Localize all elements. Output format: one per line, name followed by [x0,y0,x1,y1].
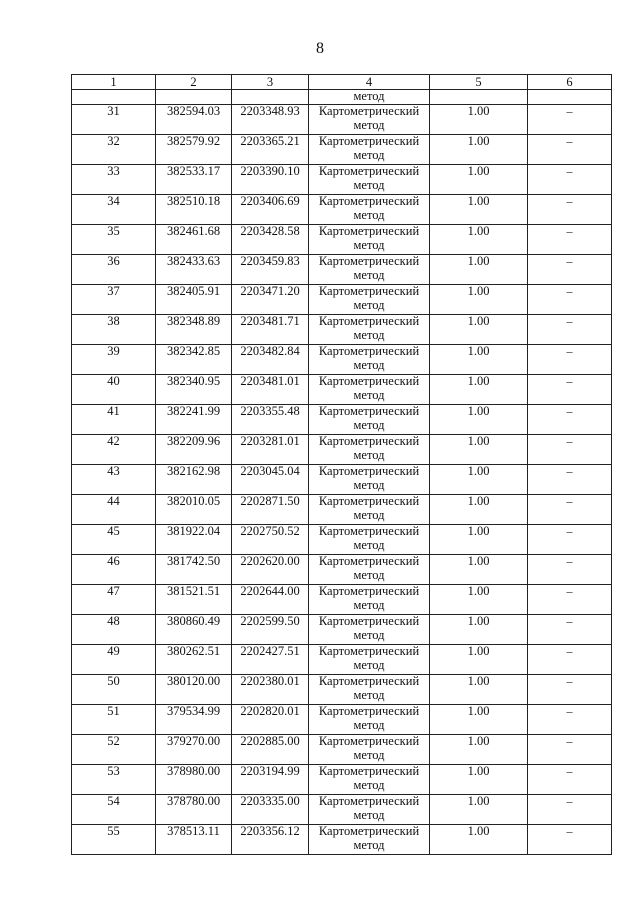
y-coordinate-cell: 2203481.71 [232,315,309,345]
method-cell: Картометрический метод [309,615,430,645]
y-coordinate-cell: 2203428.58 [232,225,309,255]
empty-cell [232,90,309,105]
header-row [72,75,612,90]
point-number-cell: 55 [72,825,156,855]
y-coordinate-cell: 2202871.50 [232,495,309,525]
point-number-cell: 40 [72,375,156,405]
table-row [72,225,612,255]
x-coordinate-cell: 382433.63 [156,255,232,285]
x-coordinate-cell: 382348.89 [156,315,232,345]
note-cell: – [528,345,612,375]
point-number-cell: 45 [72,525,156,555]
note-cell: – [528,495,612,525]
precision-cell: 1.00 [430,255,528,285]
note-cell: – [528,675,612,705]
note-cell: – [528,705,612,735]
precision-cell: 1.00 [430,105,528,135]
x-coordinate-cell: 380860.49 [156,615,232,645]
note-cell: – [528,765,612,795]
table-row [72,585,612,615]
point-number-cell: 50 [72,675,156,705]
x-coordinate-cell: 382340.95 [156,375,232,405]
point-number-cell: 54 [72,795,156,825]
method-cell: Картометрический метод [309,525,430,555]
y-coordinate-cell: 2202620.00 [232,555,309,585]
x-coordinate-cell: 382010.05 [156,495,232,525]
y-coordinate-cell: 2203365.21 [232,135,309,165]
precision-cell: 1.00 [430,345,528,375]
precision-cell: 1.00 [430,705,528,735]
method-cell: Картометрический метод [309,105,430,135]
note-cell: – [528,525,612,555]
empty-cell [156,90,232,105]
precision-cell: 1.00 [430,465,528,495]
method-cell: Картометрический метод [309,495,430,525]
method-cell: Картометрический метод [309,195,430,225]
column-header: 5 [430,75,528,90]
empty-cell [430,90,528,105]
empty-cell [528,90,612,105]
table-row [72,165,612,195]
x-coordinate-cell: 382405.91 [156,285,232,315]
y-coordinate-cell: 2202885.00 [232,735,309,765]
table-row [72,465,612,495]
y-coordinate-cell: 2203459.83 [232,255,309,285]
column-header: 3 [232,75,309,90]
y-coordinate-cell: 2203194.99 [232,765,309,795]
y-coordinate-cell: 2203335.00 [232,795,309,825]
precision-cell: 1.00 [430,825,528,855]
table-row [72,765,612,795]
precision-cell: 1.00 [430,285,528,315]
x-coordinate-cell: 378513.11 [156,825,232,855]
y-coordinate-cell: 2203045.04 [232,465,309,495]
precision-cell: 1.00 [430,135,528,165]
point-number-cell: 42 [72,435,156,465]
method-cell: Картометрический метод [309,165,430,195]
method-cell: Картометрический метод [309,405,430,435]
page-number: 8 [316,40,324,57]
precision-cell: 1.00 [430,435,528,465]
point-number-cell: 44 [72,495,156,525]
precision-cell: 1.00 [430,735,528,765]
table-row [72,705,612,735]
table-body [72,75,612,855]
precision-cell: 1.00 [430,525,528,555]
precision-cell: 1.00 [430,615,528,645]
table-row [72,435,612,465]
table-row [72,285,612,315]
precision-cell: 1.00 [430,195,528,225]
precision-cell: 1.00 [430,675,528,705]
precision-cell: 1.00 [430,585,528,615]
table-row [72,525,612,555]
note-cell: – [528,465,612,495]
method-cell: Картометрический метод [309,375,430,405]
precision-cell: 1.00 [430,795,528,825]
method-cell: Картометрический метод [309,285,430,315]
x-coordinate-cell: 379270.00 [156,735,232,765]
x-coordinate-cell: 378980.00 [156,765,232,795]
note-cell: – [528,645,612,675]
note-cell: – [528,255,612,285]
precision-cell: 1.00 [430,165,528,195]
table-row [72,105,612,135]
point-number-cell: 34 [72,195,156,225]
precision-cell: 1.00 [430,375,528,405]
note-cell: – [528,795,612,825]
method-cell: Картометрический метод [309,645,430,675]
table-row [72,795,612,825]
table-row [72,555,612,585]
note-cell: – [528,225,612,255]
note-cell: – [528,195,612,225]
y-coordinate-cell: 2202820.01 [232,705,309,735]
point-number-cell: 41 [72,405,156,435]
y-coordinate-cell: 2202427.51 [232,645,309,675]
column-header: 1 [72,75,156,90]
point-number-cell: 39 [72,345,156,375]
x-coordinate-cell: 382209.96 [156,435,232,465]
precision-cell: 1.00 [430,225,528,255]
note-cell: – [528,585,612,615]
method-cell: Картометрический метод [309,135,430,165]
point-number-cell: 47 [72,585,156,615]
note-cell: – [528,105,612,135]
x-coordinate-cell: 381521.51 [156,585,232,615]
point-number-cell: 38 [72,315,156,345]
point-number-cell: 51 [72,705,156,735]
column-header: 4 [309,75,430,90]
y-coordinate-cell: 2203482.84 [232,345,309,375]
method-cell: Картометрический метод [309,765,430,795]
point-number-cell: 53 [72,765,156,795]
continuation-row [72,90,612,105]
point-number-cell: 46 [72,555,156,585]
x-coordinate-cell: 382241.99 [156,405,232,435]
note-cell: – [528,555,612,585]
point-number-cell: 36 [72,255,156,285]
y-coordinate-cell: 2203281.01 [232,435,309,465]
note-cell: – [528,165,612,195]
y-coordinate-cell: 2202644.00 [232,585,309,615]
method-cell: Картометрический метод [309,585,430,615]
table-row [72,375,612,405]
x-coordinate-cell: 382579.92 [156,135,232,165]
point-number-cell: 31 [72,105,156,135]
table-row [72,615,612,645]
coordinates-table [71,74,612,855]
x-coordinate-cell: 379534.99 [156,705,232,735]
method-cell: Картометрический метод [309,465,430,495]
method-cell: Картометрический метод [309,315,430,345]
column-header: 2 [156,75,232,90]
table-row [72,645,612,675]
point-number-cell: 43 [72,465,156,495]
point-number-cell: 49 [72,645,156,675]
y-coordinate-cell: 2203356.12 [232,825,309,855]
continuation-text: метод [309,90,430,105]
table-row [72,735,612,765]
point-number-cell: 52 [72,735,156,765]
table-row [72,345,612,375]
precision-cell: 1.00 [430,495,528,525]
precision-cell: 1.00 [430,315,528,345]
precision-cell: 1.00 [430,555,528,585]
y-coordinate-cell: 2203390.10 [232,165,309,195]
x-coordinate-cell: 382162.98 [156,465,232,495]
precision-cell: 1.00 [430,765,528,795]
point-number-cell: 48 [72,615,156,645]
y-coordinate-cell: 2203481.01 [232,375,309,405]
method-cell: Картометрический метод [309,225,430,255]
point-number-cell: 33 [72,165,156,195]
point-number-cell: 37 [72,285,156,315]
note-cell: – [528,315,612,345]
table-row [72,825,612,855]
x-coordinate-cell: 382461.68 [156,225,232,255]
precision-cell: 1.00 [430,645,528,675]
x-coordinate-cell: 382594.03 [156,105,232,135]
y-coordinate-cell: 2202380.01 [232,675,309,705]
x-coordinate-cell: 382533.17 [156,165,232,195]
y-coordinate-cell: 2203406.69 [232,195,309,225]
table-row [72,675,612,705]
x-coordinate-cell: 382510.18 [156,195,232,225]
method-cell: Картометрический метод [309,735,430,765]
note-cell: – [528,735,612,765]
note-cell: – [528,375,612,405]
note-cell: – [528,285,612,315]
method-cell: Картометрический метод [309,825,430,855]
y-coordinate-cell: 2202599.50 [232,615,309,645]
x-coordinate-cell: 378780.00 [156,795,232,825]
x-coordinate-cell: 380262.51 [156,645,232,675]
x-coordinate-cell: 380120.00 [156,675,232,705]
y-coordinate-cell: 2203471.20 [232,285,309,315]
method-cell: Картометрический метод [309,675,430,705]
table-row [72,135,612,165]
y-coordinate-cell: 2202750.52 [232,525,309,555]
precision-cell: 1.00 [430,405,528,435]
point-number-cell: 32 [72,135,156,165]
column-header: 6 [528,75,612,90]
table-row [72,495,612,525]
method-cell: Картометрический метод [309,255,430,285]
note-cell: – [528,405,612,435]
note-cell: – [528,825,612,855]
y-coordinate-cell: 2203348.93 [232,105,309,135]
note-cell: – [528,135,612,165]
note-cell: – [528,615,612,645]
method-cell: Картометрический метод [309,795,430,825]
method-cell: Картометрический метод [309,435,430,465]
y-coordinate-cell: 2203355.48 [232,405,309,435]
table-row [72,255,612,285]
table-row [72,405,612,435]
table-row [72,195,612,225]
note-cell: – [528,435,612,465]
point-number-cell: 35 [72,225,156,255]
table-row [72,315,612,345]
empty-cell [72,90,156,105]
method-cell: Картометрический метод [309,555,430,585]
x-coordinate-cell: 381742.50 [156,555,232,585]
method-cell: Картометрический метод [309,345,430,375]
x-coordinate-cell: 381922.04 [156,525,232,555]
method-cell: Картометрический метод [309,705,430,735]
x-coordinate-cell: 382342.85 [156,345,232,375]
